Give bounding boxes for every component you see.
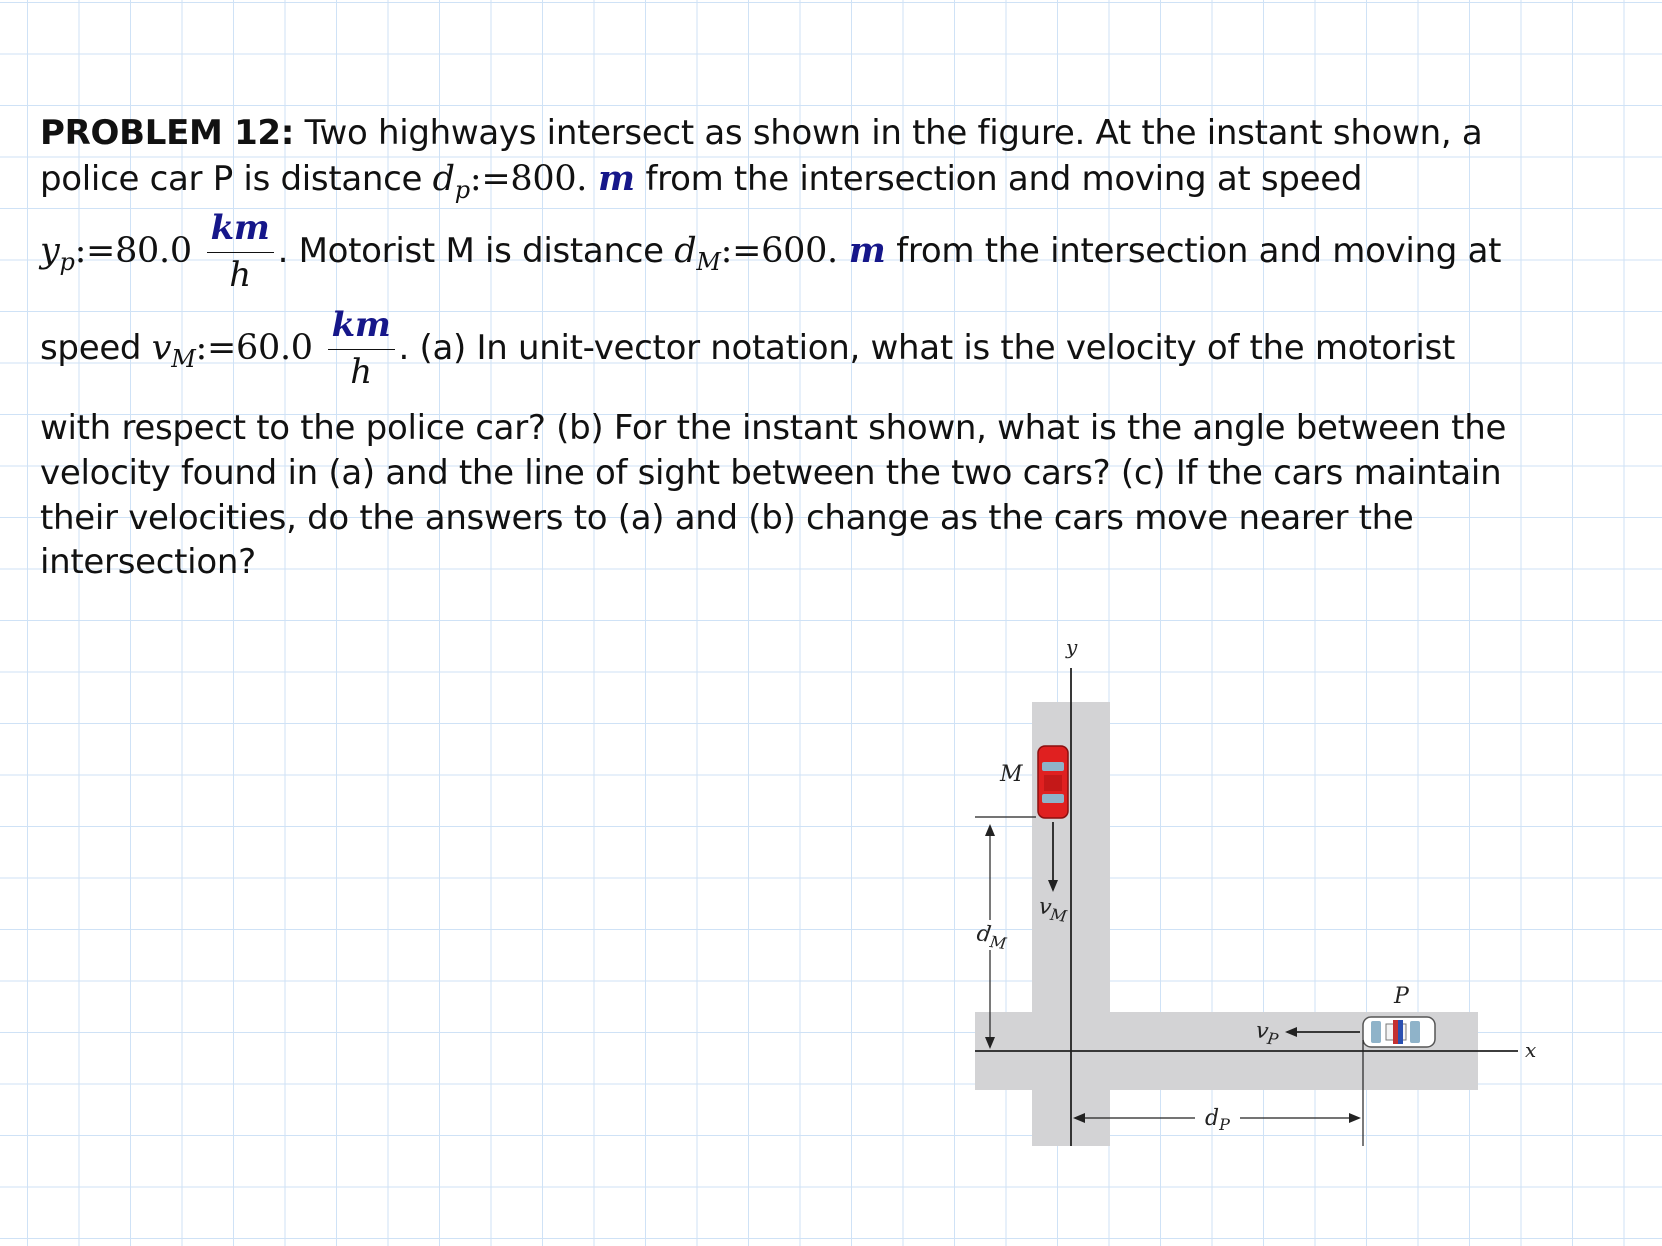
x-axis-label: x <box>1525 1038 1537 1062</box>
problem-heading: PROBLEM 12: <box>40 113 295 153</box>
dm-figure-symbol: d <box>975 921 993 948</box>
problem-line-6: velocity found in (a) and the line of sight between the two cars? (c) If the cars maintain <box>40 453 1502 493</box>
vm-value: :=60.0 <box>195 328 313 368</box>
problem-text-4-tail: . (a) In unit-vector notation, what is the velocity of the motorist <box>398 328 1456 368</box>
vm-symbol: v <box>151 328 172 368</box>
dm-unit: m <box>848 230 886 271</box>
vp-unit-denominator: h <box>229 255 251 295</box>
motorist-label: M <box>1000 762 1023 787</box>
dm-figure-label <box>975 921 1010 953</box>
vm-unit-denominator: h <box>350 352 372 392</box>
vp-figure-symbol: v <box>1254 1018 1270 1045</box>
problem-line-7: their velocities, do the answers to (a) and (b) change as the cars move nearer the <box>40 498 1414 538</box>
problem-text-2: police car P is distance <box>40 159 433 199</box>
problem-text-4-start: speed <box>40 328 152 368</box>
police-label: P <box>1394 984 1409 1009</box>
problem-line-5: with respect to the police car? (b) For the instant shown, what is the angle between the <box>40 408 1507 448</box>
problem-line-8: intersection? <box>40 542 256 582</box>
vp-symbol: y <box>40 231 60 271</box>
problem-text-3-mid: . Motorist M is distance <box>277 231 675 271</box>
vm-unit-numerator: km <box>328 305 395 350</box>
dm-symbol: d <box>674 231 697 271</box>
dm-subscript: M <box>696 248 721 276</box>
dp-subscript: p <box>454 176 470 204</box>
vm-figure-subscript: M <box>1049 904 1068 926</box>
vp-unit-numerator: km <box>207 208 274 253</box>
dp-figure-subscript: P <box>1219 1115 1230 1134</box>
vp-value: :=80.0 <box>74 231 192 271</box>
dm-value: :=600. <box>720 231 838 271</box>
dp-symbol: d <box>432 159 455 199</box>
dm-figure-subscript: M <box>988 932 1008 954</box>
vm-figure-symbol: v <box>1037 894 1053 921</box>
vp-subscript: p <box>59 248 75 276</box>
dp-figure-label <box>1205 1106 1230 1134</box>
police-car-icon <box>1363 1017 1435 1047</box>
dp-figure-symbol: d <box>1205 1106 1220 1131</box>
problem-text-1: Two highways intersect as shown in the figure. At the instant shown, a <box>294 113 1483 153</box>
problem-text-3-tail: from the intersection and moving at <box>896 231 1502 271</box>
problem-text-2-tail: from the intersection and moving at speed <box>645 159 1363 199</box>
dp-value: :=800. <box>469 159 588 199</box>
motorist-car-icon <box>1038 746 1068 818</box>
vm-subscript: M <box>171 345 196 373</box>
y-axis-label: y <box>1066 635 1078 659</box>
vp-figure-subscript: P <box>1266 1028 1280 1050</box>
dp-unit: m <box>597 158 635 199</box>
